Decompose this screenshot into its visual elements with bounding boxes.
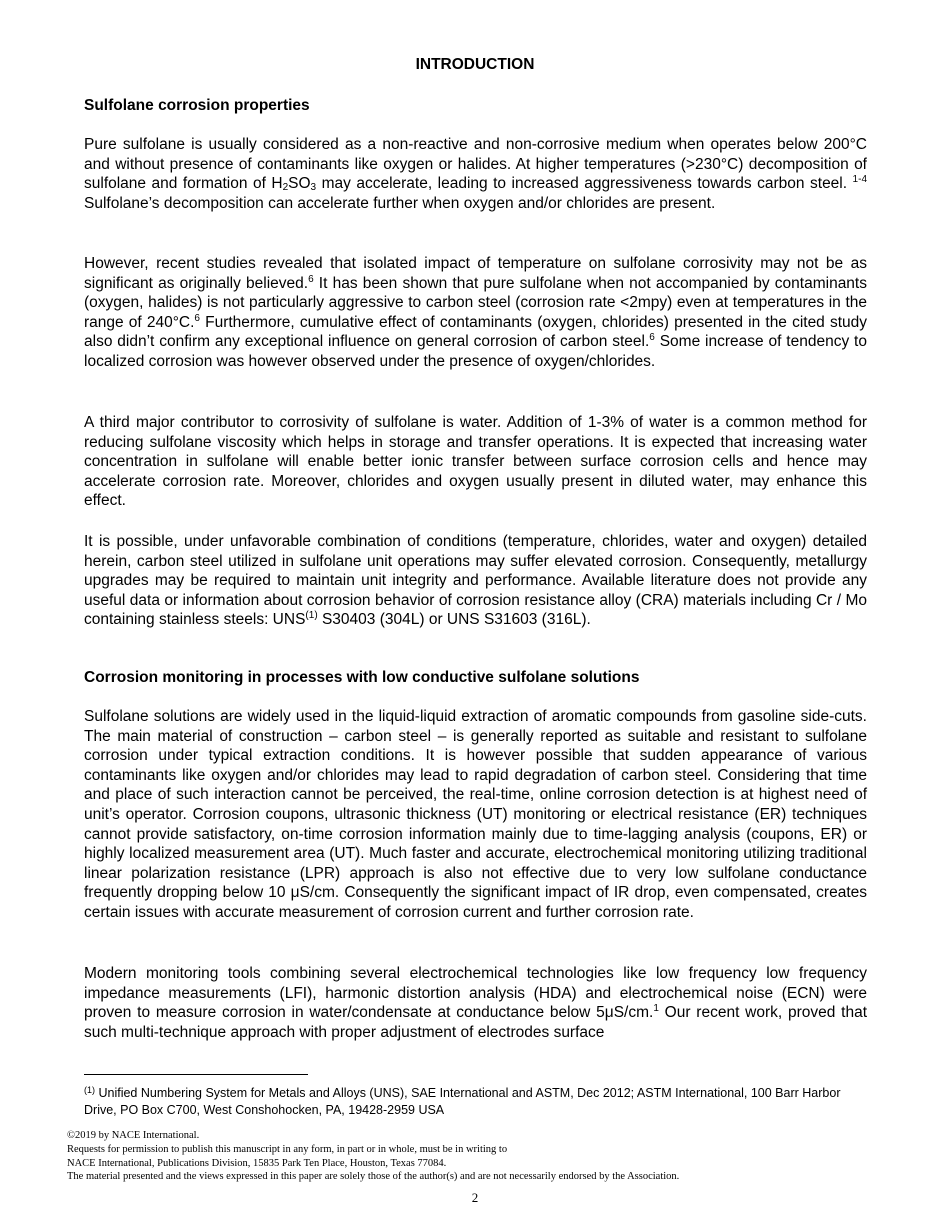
paragraph-modern-monitoring: Modern monitoring tools combining several electrochemical technologies like low frequency low frequency impedance measurements (LFI), harmonic distortion analysis (HDA) and electrochemical noise (ECN) were proven to measure corrosion in water/condensate at conductance below 5μS/cm.$^1$ Our recent work, proved that such multi-technique approach with proper adjustment of electrodes surface [84,965,867,1041]
paragraph-water-contributor: A third major contributor to corrosivity of sulfolane is water. Addition of 1-3% of water is a common method for reducing sulfolane viscosity which helps in storage and transfer operations. It is expected that increasing water concentration in sulfolane will enable better ionic transfer between surface corrosion cells and hence may accelerate corrosion rate. Moreover, chlorides and oxygen usually present in diluted water, may enhance this effect. [84,414,867,510]
citation-ref: 6 [308,273,314,285]
paragraph-unfavorable-conditions: It is possible, under unfavorable combination of conditions (temperature, chlorides, water and oxygen) detailed herein, carbon steel utilized in sulfolane unit operations may suffer elevated corrosion. Consequently, metallurgy upgrades may be required to maintain unit integrity and performance. Available literature does not provide any useful data or information about corrosion behavior of corrosion resistance alloy (CRA) materials including Cr / Mo containing stainless steels: UNS$^{(1)}$ S30403 (304L) or UNS S31603 (316L). [84,533,867,629]
citation-ref: 1-4 [852,174,867,186]
paragraph-pure-sulfolane: Pure sulfolane is usually considered as a non-reactive and non-corrosive medium when operates below 200°C and without presence of contaminants like oxygen or halides. At higher temperatures (>230°C) decomposition of sulfolane and formation of $H_2SO_3$ may accelerate, leading to increased aggressiveness towards carbon steel. $^{1-4}$ Sulfolane’s decomposition can accelerate further when oxygen and/or chlorides are present. [84,136,867,212]
footnote-text: Unified Numbering System for Metals and Alloys (UNS), SAE International and ASTM, Dec 2012; ASTM International, 100 Barr Harbor Drive, PO Box C700, West Conshohocken, PA, 19428-2959 USA [84,1086,841,1117]
copyright-block [67,1129,897,1184]
section-title: INTRODUCTION [415,56,535,73]
copyright-line: ©2019 by NACE International. [67,1130,200,1141]
footnote-marker: (1) [84,1085,95,1095]
subsection-monitoring-heading [84,668,867,688]
paragraph-sulfolane-solutions: Sulfolane solutions are widely used in the liquid-liquid extraction of aromatic compounds from gasoline side-cuts. The main material of construction – carbon steel – is generally reported as suitable and resistant to sulfolane corrosion under typical extraction conditions. It is however possible that sudden appearance of various contaminants like oxygen and/or chlorides may lead to rapid degradation of carbon steel. Considering that time and place of such interaction cannot be perceived, the real-time, online corrosion detection is at highest need of unit’s operator. Corrosion coupons, ultrasonic thickness (UT) monitoring or electrical resistance (ER) techniques cannot provide satisfactory, on-time corrosion information mainly due to time-lagging analysis (coupons, ER) or highly localized measurement area (UT). Much faster and accurate, electrochemical monitoring utilizing traditional linear polarization resistance (LPR) approach is also not effective due to very low sulfolane conductance frequently dropping below 10 μS/cm. Consequently the significant impact of IR drop, even compensated, creates certain issues with accurate measurement of corrosion current and further corrosion rate. [84,708,867,921]
footnote-divider [84,1074,308,1075]
citation-ref: 6 [194,312,200,324]
citation-ref: 6 [649,332,655,344]
copyright-line: NACE International, Publications Division, 15835 Park Ten Place, Houston, Texas 77084. [67,1157,447,1169]
paragraph-temperature-impact: However, recent studies revealed that isolated impact of temperature on sulfolane corrosivity may not be as significant as originally believed.$^6$ It has been shown that pure sulfolane when not accompanied by contaminants (oxygen, halides) is not particularly aggressive to carbon steel (corrosion rate <2mpy) even at temperatures in the range of 240°C.$^6$ Furthermore, cumulative effect of contaminants (oxygen, chlorides) presented in the cited study also didn’t confirm any exceptional influence on general corrosion of carbon steel.$^6$ Some increase of tendency to localized corrosion was however observed under the presence of oxygen/chlorides. [84,255,867,370]
subsection-heading: Sulfolane corrosion properties [84,97,310,114]
subsection-sulfolane-heading [84,96,867,116]
copyright-line: Requests for permission to publish this manuscript in any form, in part or in whole, must be in writing to [67,1143,508,1155]
page-number: 2 [471,1190,479,1205]
footnote [84,1085,867,1119]
subsection-heading: Corrosion monitoring in processes with low conductive sulfolane solutions [84,669,640,686]
copyright-line: The material presented and the views expressed in this paper are solely those of the author(s) and are not necessarily endorsed by the Association. [67,1171,680,1183]
footnote-ref: (1) [305,610,318,622]
citation-ref: 1 [653,1003,659,1015]
